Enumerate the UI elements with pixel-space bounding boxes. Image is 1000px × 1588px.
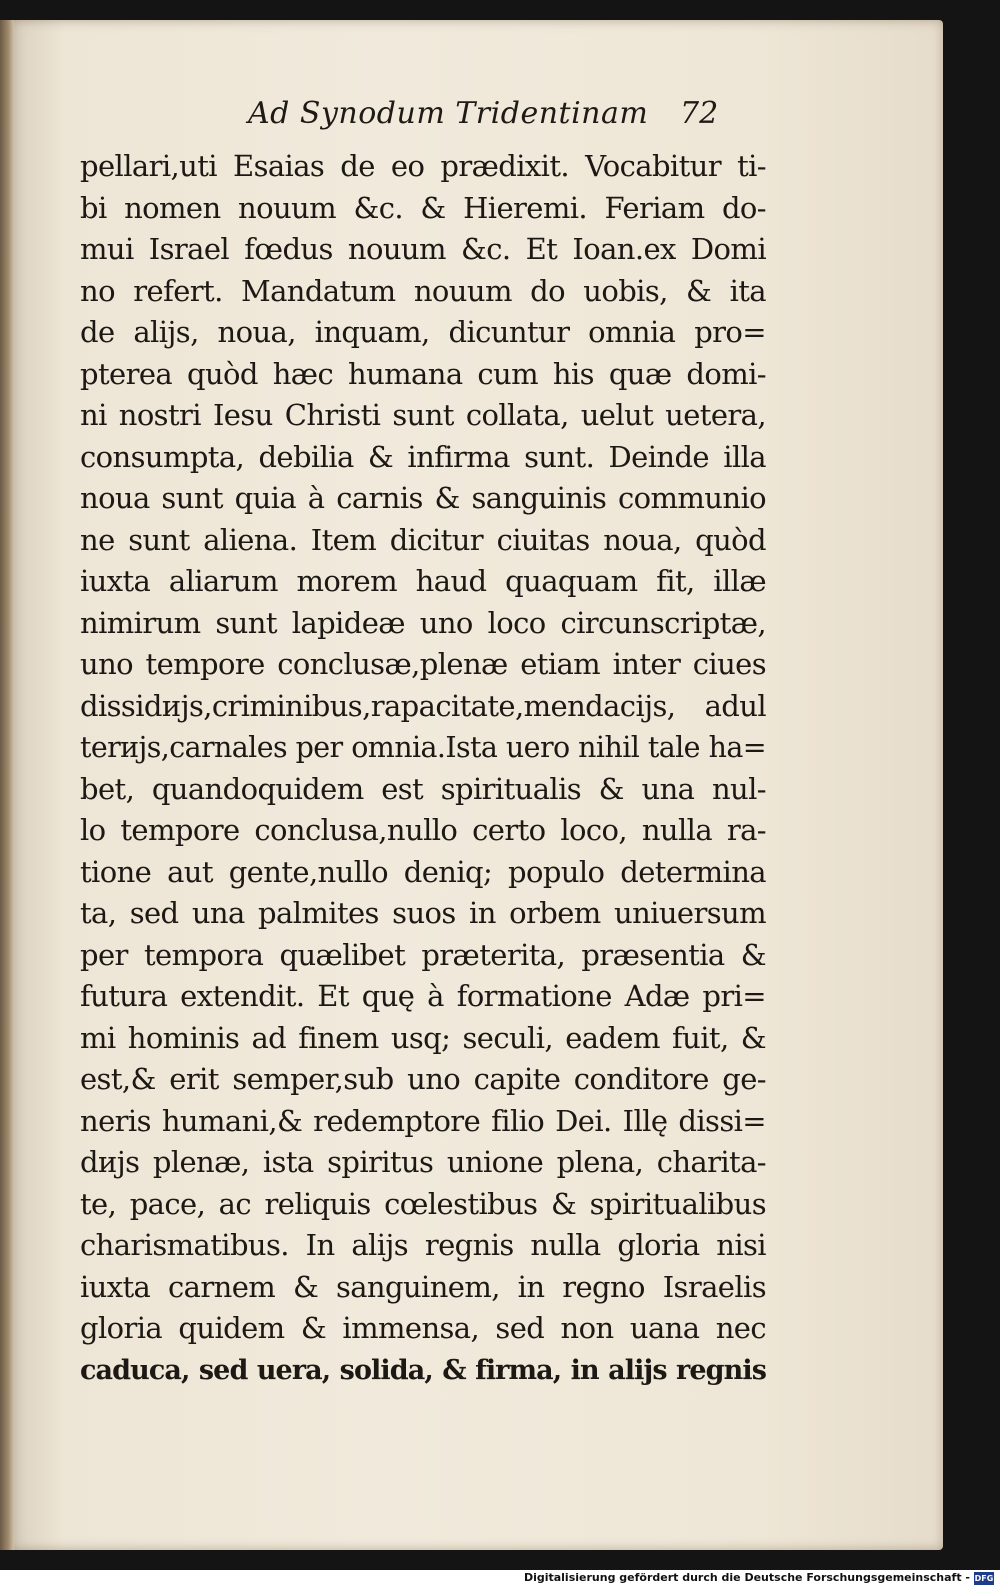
text-line: noua sunt quia à carnis & sanguinis communio	[80, 481, 766, 515]
page-header	[8, 88, 943, 138]
text-line: dissidијs,criminibus,rapacitate,mendaciјs, adul	[80, 688, 766, 723]
text-line: mi hominis ad finem usq; seculi, eadem fuit, &	[80, 1020, 766, 1055]
text-line: tione aut gente,nullo deniq; populo determina	[80, 854, 766, 889]
page-number: 72	[680, 96, 719, 131]
text-line: caduca, sed uera, solida, & firma, in aliјs regnis	[80, 1354, 766, 1386]
text-line: futura extendit. Et quę à formatione Adæ pri=	[80, 979, 766, 1013]
text-line: charismatibus. In aliјs regnis nulla gloria nisi	[80, 1228, 766, 1262]
text-line: consumpta, debilia & infirma sunt. Deinde illa	[80, 439, 766, 474]
binding-edge	[0, 20, 14, 1550]
text-line: no refert. Mandatum nouum do uobis, & ita	[80, 273, 766, 308]
running-head: Ad Synodum Tridentinam	[248, 96, 649, 131]
text-line: ta, sed una palmites suos in orbem uniuersum	[80, 896, 766, 930]
text-line: mui Israel fœdus nouum &c. Et Ioan.ex Domi	[80, 232, 766, 266]
dfg-logo-icon: DFG	[974, 1574, 994, 1583]
text-line: iuxta carnem & sanguinem, in regno Israelis	[80, 1269, 766, 1304]
text-line: bi nomen nouum &c. & Hieremi. Feriam do-	[80, 190, 766, 225]
text-line: uno tempore conclusæ,plenæ etiam inter ciues	[80, 647, 766, 681]
text-line: pellari,uti Esaias de eo prædixit. Vocabitur ti-	[80, 149, 766, 183]
text-body	[80, 146, 766, 1391]
text-line: ni nostri Iesu Christi sunt collata, uelut uetera,	[80, 398, 766, 432]
text-line: terијs,carnales per omnia.Ista uero nihil tale ha=	[80, 731, 766, 764]
text-line: lo tempore conclusa,nullo certo loco, nulla ra-	[80, 813, 766, 847]
text-line: pterea quòd hæc humana cum his quæ domi-	[80, 356, 766, 391]
text-line: de aliјs, noua, inquam, dicuntur omnia pro=	[80, 315, 766, 349]
text-line: iuxta aliarum morem haud quaquam fit, illæ	[80, 564, 766, 598]
text-line: nimirum sunt lapideæ uno loco circunscriptæ,	[80, 605, 766, 640]
text-line: neris humani,& redemptore filio Dei. Illę dissi=	[80, 1103, 766, 1138]
book-page	[8, 20, 943, 1550]
text-line: gloria quidem & immensa, sed non uana nec	[80, 1311, 766, 1345]
text-line: bet, quandoquidem est spiritualis & una nul-	[80, 771, 766, 806]
text-line: est,& erit semper,sub uno capite conditore ge-	[80, 1062, 766, 1096]
funding-credit: Digitalisierung gefördert durch die Deutsche Forschungsgemeinschaft -	[523, 1571, 970, 1584]
footer-bar	[0, 1570, 1000, 1588]
text-line: te, pace, ac reliquis cœlestibus & spiritualibus	[80, 1186, 766, 1221]
text-line: ne sunt aliena. Item dicitur ciuitas noua, quòd	[80, 522, 766, 557]
text-line: dијs plenæ, ista spiritus unione plena, charita-	[80, 1145, 766, 1179]
text-line: per tempora quælibet præterita, præsentia &	[80, 937, 766, 972]
